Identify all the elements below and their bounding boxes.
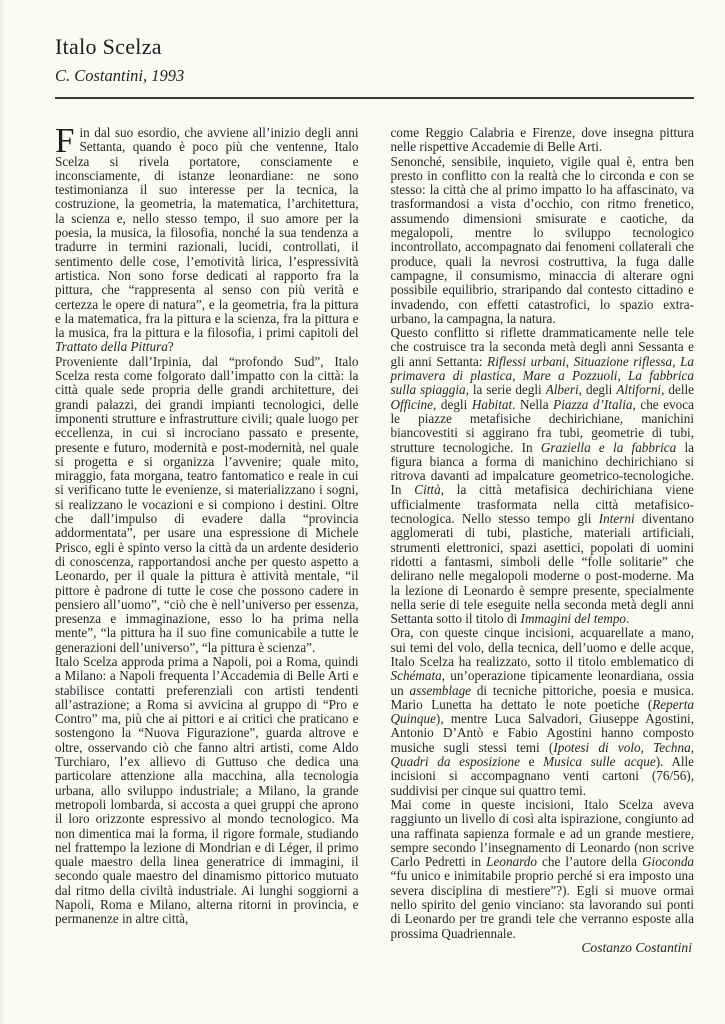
drop-cap: F — [55, 121, 75, 160]
italic-run: assemblage — [409, 682, 472, 698]
text-run: come Reggio Calabria e Firenze, dove insegna pittura nelle rispettive Accademie di Belle Arti. — [390, 125, 694, 155]
byline: C. Costantini, 1993 — [55, 66, 185, 85]
article-body — [55, 121, 695, 955]
text-run: Italo Scelza approda prima a Napoli, poi a Roma, quindi a Milano: a Napoli frequenta l’Accademia di Belle Arti e stabilisce contatti preferenziali con artisti tendenti all’astrazione; a Roma si avvicina al gruppo di “Pro e Contro” ma, più che ai pittori e ai critici che praticano e sostengono la “Nuova Figurazione”, guarda altrove e oltre, osservando ciò che fanno altri artisti, come Aldo Turchiaro, l’ex allievo di Guttuso che dedica una particolare attenzione alla macchina, alla tecnologia urbana, allo sviluppo industriale; a Milano, la grande metropoli lombarda, si accosta a quei gruppi che aprono il loro orizzonte espressivo al mondo tecnologico. Ma non dimentica mai la forma, il rigore formale, studiando nel frattempo la lezione di Mondrian e di Léger, il primo quale maestro della linea generatrice di immagini, il secondo quale maestro del dinamismo pittorico mutuato dal ritmo della civiltà industriale. Ai lunghi soggiorni a Napoli, Roma e Milano, alterna ritorni in provincia, e permanenze in altre città, — [55, 653, 359, 927]
left-column — [55, 121, 359, 955]
text-run: Mai come in queste incisioni, Italo Scelza aveva raggiunto un livello di così alta ispirazione, congiunto ad una raffinata sapienza formale e ad un grande mestiere, sempre secondo l’insegnamento di Leonardo (non scrive Carlo Pedretti in — [390, 796, 694, 870]
text-run: Proveniente dall’Irpinia, dal “profondo Sud”, Italo Scelza resta come folgorato dall’impatto con la città: la città quale sede propria delle grandi architetture, dei grandi palazzi, dei grandi impianti tecnologici, delle imponenti strutture e infrastrutture civili; quale luogo per eccellenza, in cui si incrociano passato e presente, presente e futuro, modernità e post-modernità, nel quale si progetta e si organizza l’avvenire; quale mito, miraggio, fata morgana, teatro fantomatico e reale in cui si verificano tutte le evenienze, si materializzano i sogni, si realizzano le vocazioni e si compiono i destini. Oltre che dall’impulso di evadere dalla “provincia addormentata”, per usare una espressione di Michele Prisco, egli è spinto verso la città da un ardente desiderio di conoscenza, rapportandosi anche per questo aspetto a Leonardo, per il quale la pittura è attività mentale, “il pittore è padrone di tutte le cose che possono cadere in pensiero all’uomo”, “ciò che è nell’universo per essenza, presenza e immaginazione, esso lo ha prima nella mente”, “la pittura ha il suo fine comunicabile a tutte le generazioni dell’universo”, “la pittura è scienza”. — [55, 353, 359, 655]
text-run: , delle — [661, 382, 694, 398]
text-run: in dal suo esordio, che avviene all’inizio degli anni Settanta, quando è poco più che ventenne, Italo Scelza si rivela portatore, consciamente e inconsciamente, di istanze leonardiane: ne sono testimonianza il suo interesse per la tecnica, la costruzione, la geometria, la matematica, l’architettura, la scienza e, nello stesso tempo, il suo amore per la poesia, la musica, la filosofia, nonché la sua tendenza a tradurre in termini razionali, lucidi, controllati, il sentimento delle cose, l’emotività lirica, l’espressività artistica. Non sono forse dedicati al rapporto fra la pittura, che “rappresenta al senso con più verità e certezza le opere di natura”, e la geometria, fra la pittura e la matematica, fra la pittura e la scienza, fra la pittura e la musica, fra la pittura e la filosofia, i primi capitoli del — [55, 125, 359, 341]
text-run: , un’operazione tipicamente leonardiana, ossia un — [390, 668, 694, 698]
italic-run: Trattato della Pittura — [55, 339, 168, 355]
paragraph — [55, 121, 359, 355]
italic-run: Ipotesi di volo, Techna, Quadri da esposizione — [390, 739, 694, 770]
italic-run: Gioconda — [642, 854, 695, 870]
author-signature: Costanzo Costantini — [581, 939, 692, 955]
paragraph — [55, 655, 359, 927]
italic-run: Piazza d’Italia — [553, 396, 633, 412]
text-run: ), mentre Luca Salvadori, Giuseppe Agostini, Antonio D’Antò e Fabio Agostini hanno composto musiche sugli stessi temi ( — [390, 711, 694, 755]
italic-run: Alberi — [545, 382, 579, 398]
text-run: la figura bianca a forma di manichino dechirichiano si ritrova davanti ad impalcature geometrico-tecnologiche. In — [390, 439, 694, 498]
paragraph — [391, 155, 695, 327]
italic-run: Interni — [598, 511, 635, 527]
text-run: . Nella — [512, 396, 554, 412]
italic-run: Officine — [390, 396, 433, 412]
text-run: e — [519, 754, 544, 770]
right-column — [391, 126, 695, 955]
text-run: ? — [167, 339, 174, 355]
text-run: , degli — [578, 382, 617, 398]
italic-run: Immagini del tempo — [520, 611, 627, 627]
text-run: . — [626, 611, 630, 627]
text-run: ). Alle incisioni si accompagnano venti cartoni (76/56), suddivisi per cinque sui quattro temi. — [390, 754, 695, 798]
paragraph — [391, 126, 695, 155]
text-run: , la serie degli — [465, 382, 546, 398]
paragraph — [391, 798, 695, 941]
text-run: che l’autore della — [536, 854, 642, 870]
header-rule — [55, 97, 694, 99]
italic-run: Schémata — [390, 668, 442, 684]
paragraph — [55, 355, 359, 655]
paragraph — [391, 326, 695, 626]
text-run: Questo conflitto si riflette drammaticamente nelle tele che costruisce tra la seconda metà degli anni Sessanta e gli anni Settanta: — [390, 325, 694, 369]
page-title: Italo Scelza — [55, 34, 162, 59]
italic-run: Habitat — [471, 396, 513, 412]
italic-run: Graziella e la fabbrica — [540, 439, 677, 455]
italic-run: Città — [414, 482, 441, 498]
text-run: , che evoca le piazze metafisiche dechirichiane, manichini biancovestiti si aggirano fra tubi, geometrie di tubi, strutture tecnologiche. In — [390, 396, 694, 455]
italic-run: Musica sulle acque — [543, 754, 656, 770]
text-run: Ora, con queste cinque incisioni, acquarellate a mano, sui temi del volo, della tecnica, dell’uomo e delle acque, Italo Scelza ha realizzato, sotto il titolo emblematico di — [390, 625, 694, 669]
italic-run: Leonardo — [486, 854, 537, 870]
text-run: di tecniche pittoriche, poesia e musica. Mario Lunetta ha dettato le note poetiche ( — [390, 682, 694, 712]
text-run: , degli — [432, 396, 472, 412]
text-run: Senonché, sensibile, inquieto, vigile qual è, entra ben presto in conflitto con la realtà che lo circonda e con se stesso: la città che al primo impatto lo ha affascinato, va trasformandosi a vista d’occhio, con ritmo frenetico, assumendo dimensioni smisurate e caotiche, da megalopoli, mentre lo sviluppo tecnologico incontrollato, accompagnato dai fenomeni collaterali che produce, quali la nevrosi costruttiva, la fuga dalle campagne, il consumismo, minaccia di alterare ogni possibile equilibrio, straripando dal contesto cittadino e invadendo, con effetti catastrofici, lo spazio extra-urbano, la campagna, la natura. — [390, 153, 694, 326]
italic-run: Reperta Quinque — [390, 696, 694, 727]
italic-run: Altiforni — [616, 382, 662, 398]
paragraph — [391, 626, 695, 798]
text-run: diventano agglomerati di tubi, plastiche, materiali artificiali, strumenti elettronici, spazi asettici, popolati di uomini ridotti a fantasmi, simboli delle “folle solitarie” che delirano nelle megalopoli moderne o post-moderne. Ma la lezione di Leonardo è sempre presente, specialmente nella serie di tele eseguite nella seconda metà degli anni Settanta sotto il titolo di — [390, 511, 694, 627]
italic-run: Riflessi urbani, Situazione riflessa, La primavera di plastica, Mare a Pozzuoli, La fabbrica sulla spiaggia — [390, 353, 694, 398]
text-run: “fu unico e inimitabile proprio perché si era imposto una severa disciplina di mestiere”?). Egli si muove ormai nello spirito del genio vinciano: sta lavorando sui ponti di Leonardo per tre grandi tele che verranno esposte alla prossima Quadriennale. — [390, 868, 694, 941]
text-run: , la città metafisica dechirichiana viene ufficialmente trasformata nella città metafisico-tecnologica. Nello stesso tempo gli — [390, 482, 694, 527]
